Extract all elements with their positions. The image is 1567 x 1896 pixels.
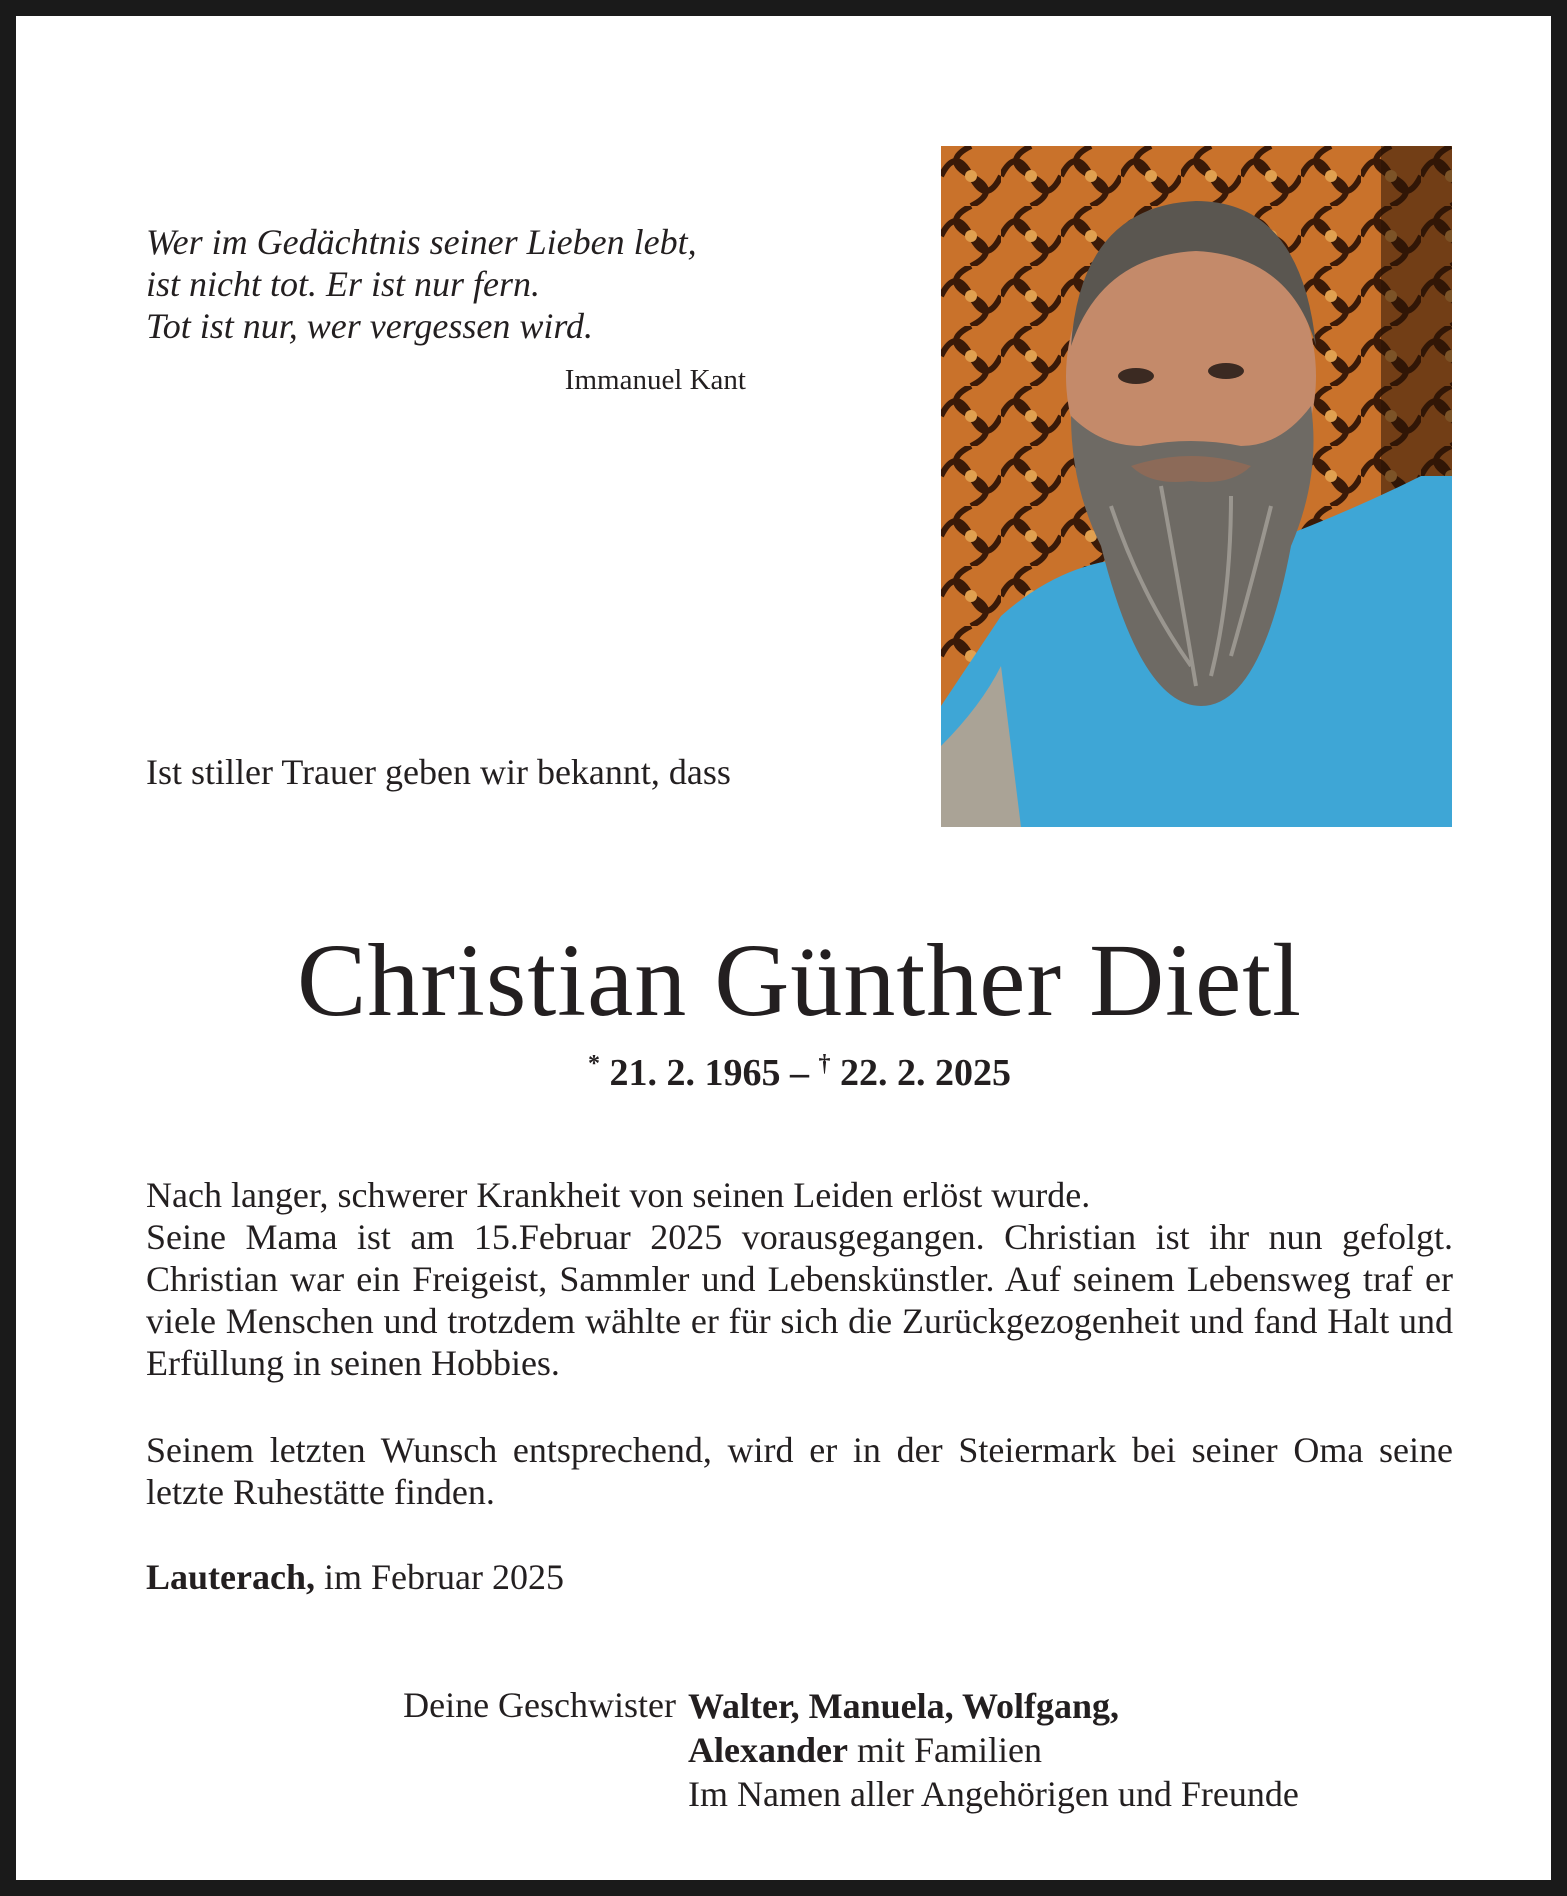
signature-families: mit Familien — [847, 1730, 1042, 1770]
body-paragraph: Seine Mama ist am 15.Februar 2025 vorausgegangen. Christian ist ihr nun gefolgt. Christian war ein Freigeist, Sammler und Lebenskünstler. Auf seinem Lebensweg traf er viele Menschen und trotzdem wählte er für sich die Zurückgezogenheit und fand Halt und Erfüllung in seinen Hobbies. — [146, 1217, 1453, 1383]
death-date: 22. 2. 2025 — [840, 1052, 1011, 1094]
signature-label: Deine Geschwister — [403, 1685, 676, 1725]
place-city: Lauterach, — [146, 1557, 315, 1597]
place-date: im Februar 2025 — [323, 1557, 564, 1597]
signature-block — [688, 1684, 1448, 1816]
signature-names: Walter, Manuela, Wolfgang, — [688, 1686, 1120, 1726]
obituary-body — [146, 1174, 1453, 1384]
signature-closing: Im Namen aller Angehörigen und Freunde — [688, 1774, 1299, 1814]
signature-name-alexander: Alexander — [688, 1730, 848, 1770]
birth-date: 21. 2. 1965 — [609, 1052, 781, 1094]
intro-text: Ist stiller Trauer geben wir bekannt, dass — [146, 752, 731, 792]
life-dates — [16, 1051, 1567, 1095]
quote-line: Tot ist nur, wer vergessen wird. — [146, 306, 594, 346]
body-paragraph-burial: Seinem letzten Wunsch entsprechend, wird er in der Steiermark bei seiner Oma seine letzte Ruhestätte finden. — [146, 1430, 1453, 1512]
portrait-photo — [941, 146, 1452, 827]
memorial-quote — [146, 221, 746, 347]
deceased-name: Christian Günther Dietl — [296, 923, 1303, 1038]
quote-line: Wer im Gedächtnis seiner Lieben lebt, — [146, 222, 697, 262]
date-separator: – — [780, 1052, 819, 1094]
quote-author: Immanuel Kant — [564, 364, 746, 396]
death-symbol: † — [818, 1051, 831, 1077]
quote-line: ist nicht tot. Er ist nur fern. — [146, 264, 541, 304]
body-paragraph: Nach langer, schwerer Krankheit von seinen Leiden erlöst wurde. — [146, 1175, 1091, 1215]
birth-symbol: * — [588, 1051, 600, 1077]
portrait-photo-bearded-man-icon — [941, 146, 1452, 827]
place-and-date — [146, 1556, 564, 1598]
